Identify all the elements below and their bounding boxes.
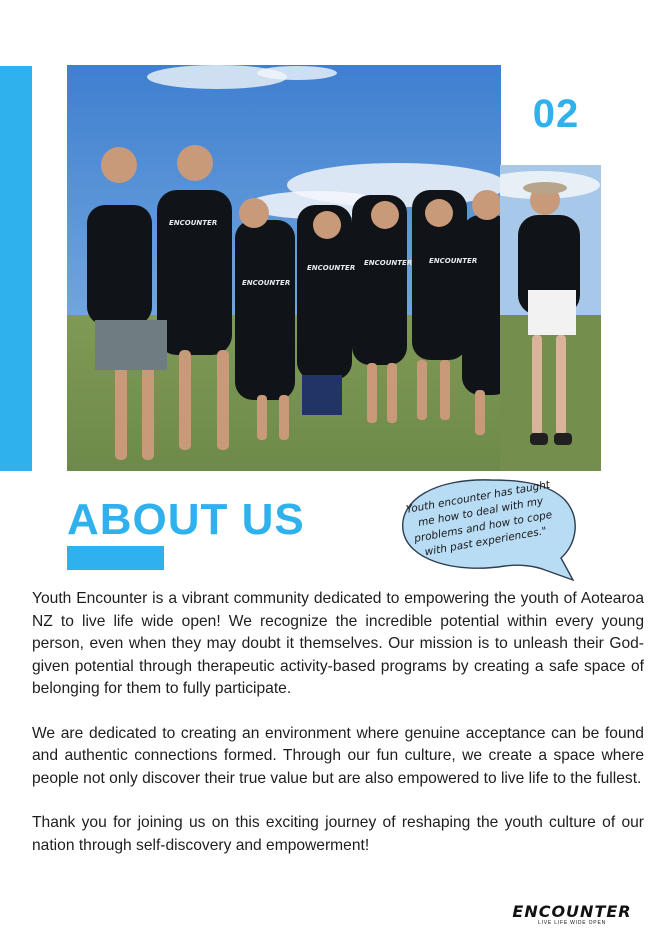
page-number: 02 [532,92,580,136]
title-underline [67,546,164,570]
svg-text:ENCOUNTER: ENCOUNTER [242,279,291,287]
left-accent-bar [0,66,32,471]
group-photo-extension-illustration [500,165,601,471]
group-photo [67,65,501,471]
section-title: ABOUT US [67,495,305,544]
svg-text:ENCOUNTER: ENCOUNTER [169,219,218,227]
svg-text:ENCOUNTER: ENCOUNTER [429,257,478,265]
paragraph-2: We are dedicated to creating an environment where genuine acceptance can be found and authentic connections formed. Through our fun culture, we create a space where people not only discover their true value but are also empowered to live life to the fullest. [32,724,644,787]
quote-bubble [395,470,585,585]
paragraph-3: Thank you for joining us on this exciting journey of reshaping the youth culture of our nation through self-discovery and empowerment! [32,814,644,854]
logo-tagline: LIVE LIFE WIDE OPEN [538,920,606,926]
group-photo-extension [500,165,601,471]
quote-text: Youth encounter has taught me how to deal with my problems and how to cope with past experiences." [405,478,554,559]
encounter-logo [497,904,647,926]
svg-text:ENCOUNTER: ENCOUNTER [364,259,413,267]
logo-wordmark: ENCOUNTER [512,902,632,921]
svg-text:ENCOUNTER: ENCOUNTER [307,264,356,272]
paragraph-1: Youth Encounter is a vibrant community dedicated to empowering the youth of Aotearoa NZ to live life wide open! We recognize the incredible potential within every young person, even when they may doubt it themselves. Our mission is to unleash their God-given potential through therapeutic activity-based programs by creating a safe space of belonging for them to fully participate. [32,590,644,697]
group-photo-illustration [67,65,501,471]
about-body [32,588,644,879]
